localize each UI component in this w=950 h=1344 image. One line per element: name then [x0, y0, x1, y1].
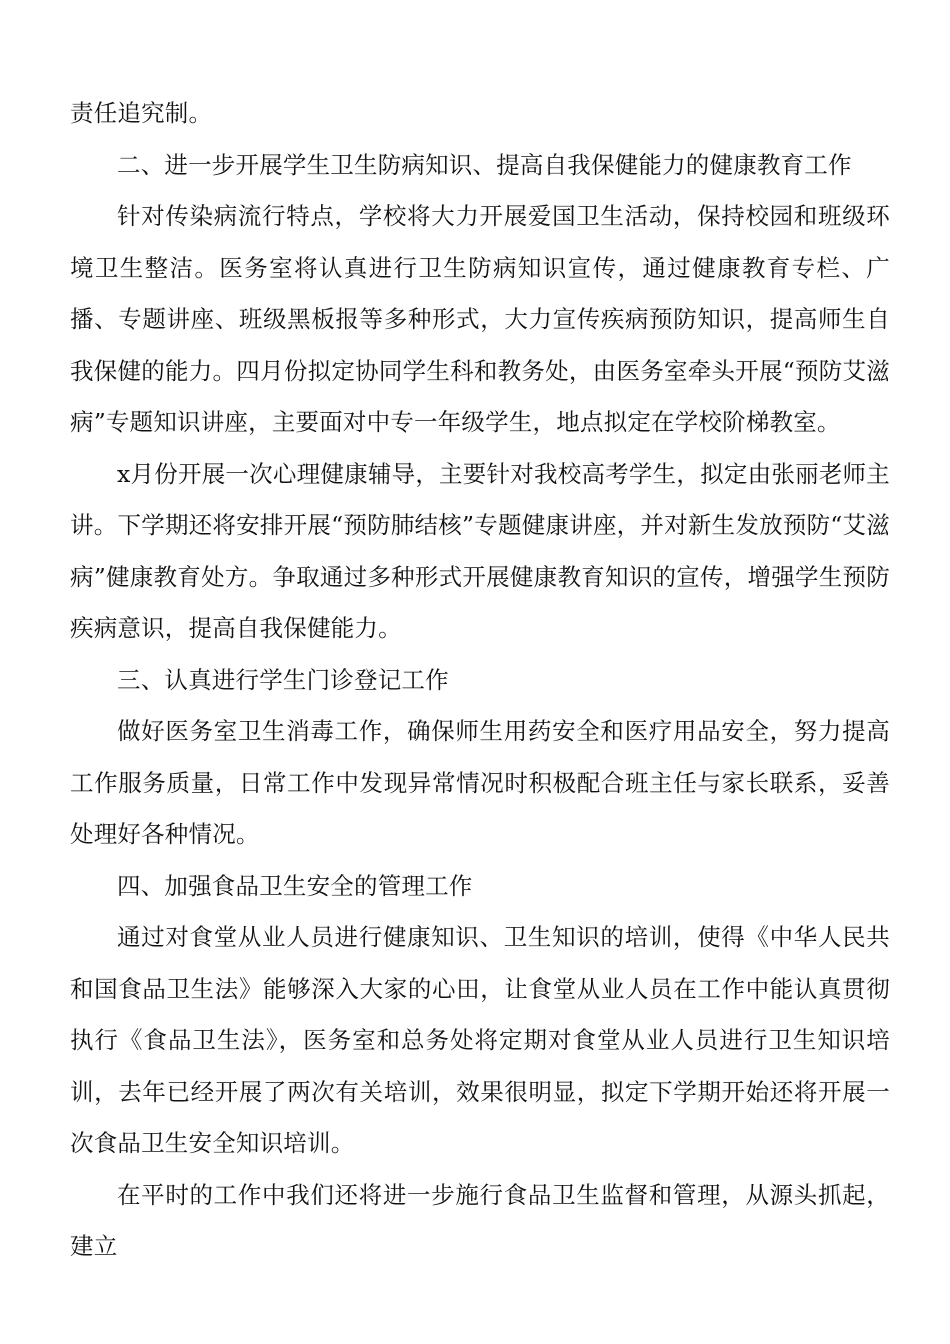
paragraph-food-supervision: 在平时的工作中我们还将进一步施行食品卫生监督和管理，从源头抓起，建立 [70, 1180, 890, 1260]
paragraph-disinfection: 做好医务室卫生消毒工作，确保师生用药安全和医疗用品安全，努力提高工作服务质量，日常工作中发现异常情况时积极配合班主任与家长联系，妥善处理好各种情况。 [70, 717, 890, 848]
section-heading-4: 四、加强食品卫生安全的管理工作 [117, 871, 473, 900]
paragraph-epidemic-prevention: 针对传染病流行特点，学校将大力开展爱国卫生活动，保持校园和班级环境卫生整洁。医务室将认真进行卫生防病知识宣传，通过健康教育专栏、广播、专题讲座、班级黑板报等多种形式，大力宣传疾病预防知识，提高师生自我保健的能力。四月份拟定协同学生科和教务处，由医务室牵头开展“预防艾滋病”专题知识讲座，主要面对中专一年级学生，地点拟定在学校阶梯教室。 [70, 202, 890, 436]
document-body [70, 88, 890, 1273]
paragraph-continuation: 责任追究制。 [70, 99, 213, 127]
section-heading-2: 二、进一步开展学生卫生防病知识、提高自我保健能力的健康教育工作 [117, 150, 852, 179]
paragraph-mental-health: x月份开展一次心理健康辅导，主要针对我校高考学生，拟定由张丽老师主讲。下学期还将安排开展“预防肺结核”专题健康讲座，并对新生发放预防“艾滋病”健康教育处方。争取通过多种形式开展健康教育知识的宣传，增强学生预防疾病意识，提高自我保健能力。 [70, 459, 890, 642]
paragraph-food-hygiene-training: 通过对食堂从业人员进行健康知识、卫生知识的培训，使得《中华人民共和国食品卫生法》能够深入大家的心田，让食堂从业人员在工作中能认真贯彻执行《食品卫生法》，医务室和总务处将定期对食堂从业人员进行卫生知识培训，去年已经开展了两次有关培训，效果很明显，拟定下学期开始还将开展一次食品卫生安全知识培训。 [70, 923, 890, 1157]
section-heading-3: 三、认真进行学生门诊登记工作 [117, 665, 449, 694]
